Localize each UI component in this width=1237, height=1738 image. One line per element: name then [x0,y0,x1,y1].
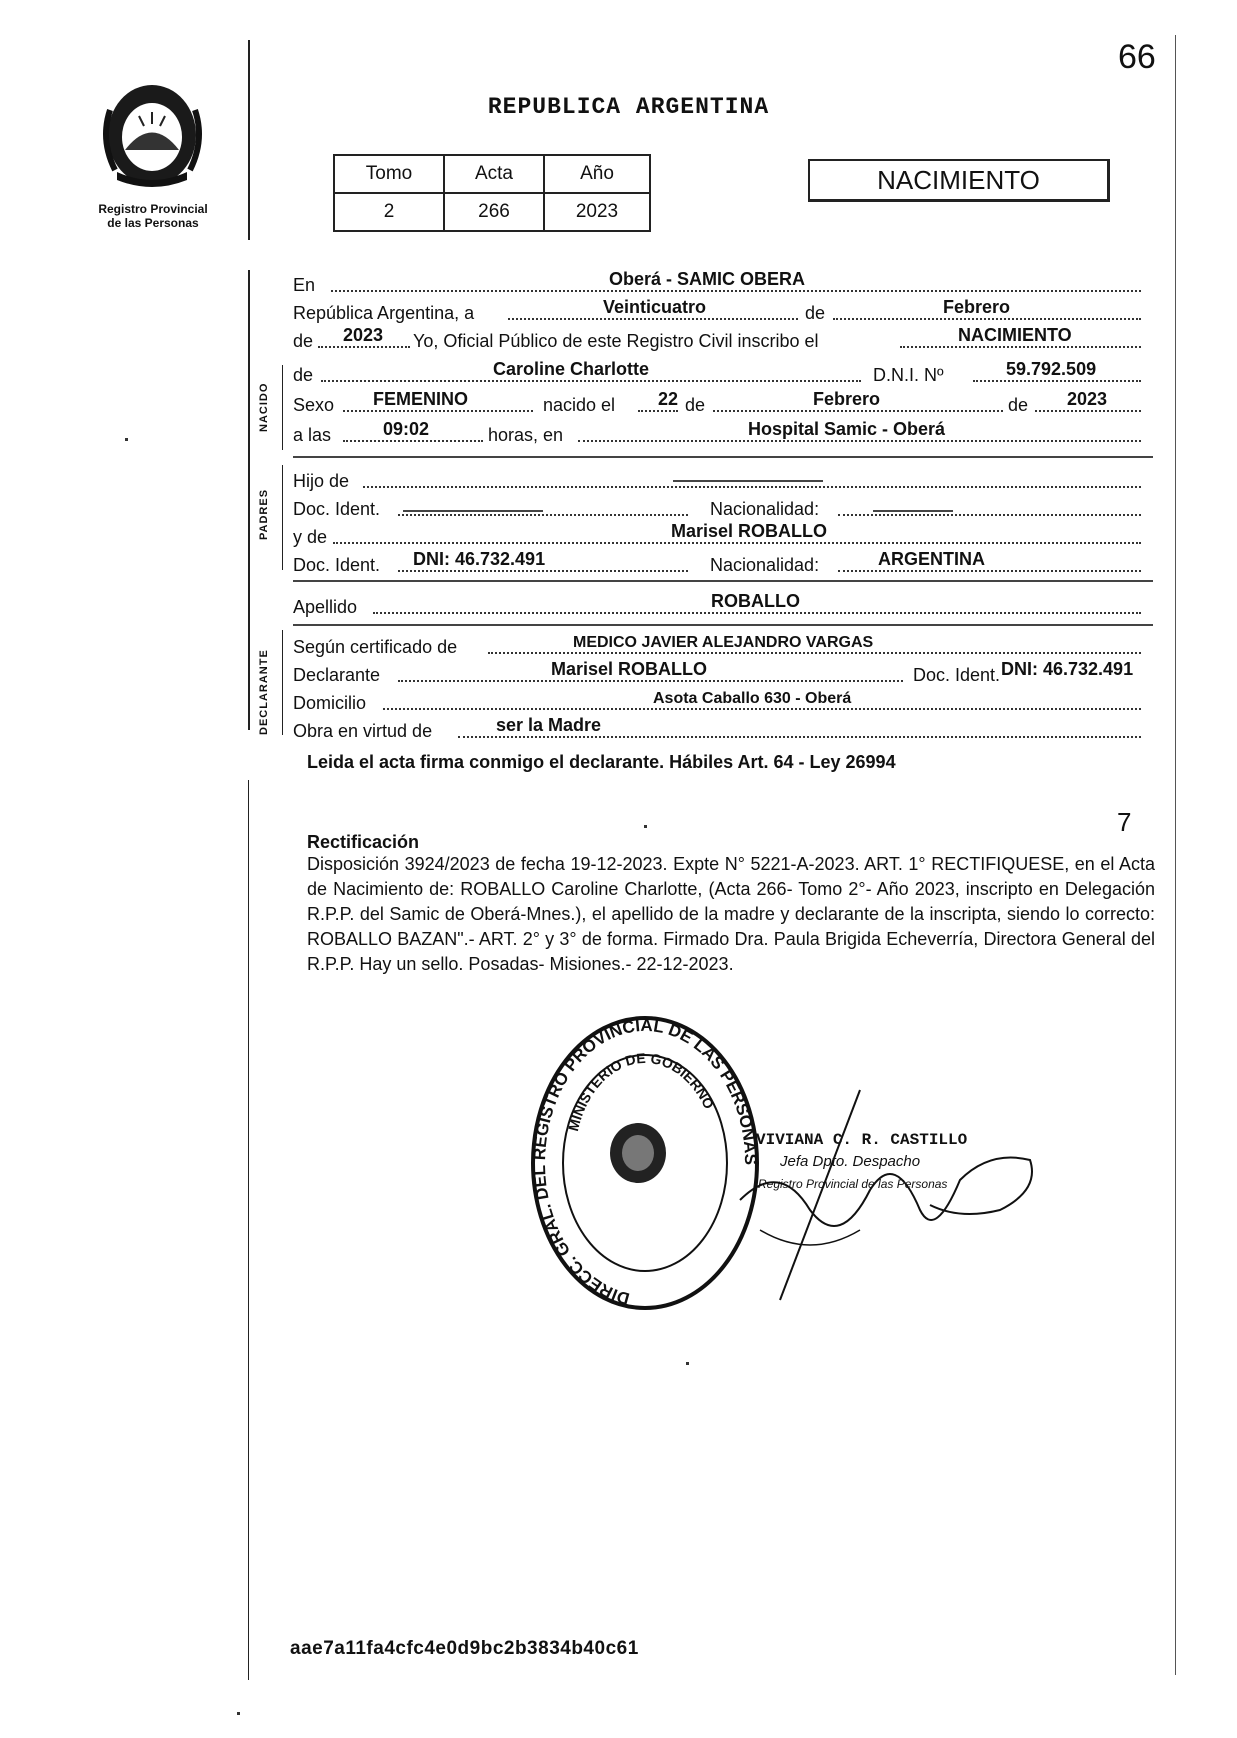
province-crest-icon [95,80,210,190]
row-madre [293,520,1153,548]
row-en [293,268,1153,296]
anio-value: 2023 [544,193,650,231]
de2-label: de [293,365,314,385]
margin-rule [248,780,249,1680]
row-certificado [293,630,1153,658]
section-rule [282,365,283,450]
lugar: Hospital Samic - Oberá [748,419,946,439]
certificado-label: Según certificado de [293,637,458,657]
domicilio-value: Asota Caballo 630 - Oberá [653,690,852,707]
nacionalidad-label: Nacionalidad: [710,499,820,519]
birth-year: 2023 [1067,389,1108,409]
margin-rule [248,40,250,240]
row-apellido [293,590,1153,618]
doc-ident-label-madre: Doc. Ident. [293,555,381,575]
ink-speck [237,1712,240,1715]
row-nombre [293,358,1153,386]
de4-label: de [1008,395,1029,415]
acta-value: 266 [444,193,544,231]
margin-number: 7 [1117,807,1132,837]
row-domicilio [293,686,1153,714]
section-divider [293,580,1153,582]
record-type-box: NACIMIENTO [808,159,1110,202]
certificado-value: MEDICO JAVIER ALEJANDRO VARGAS [573,634,874,651]
signer-role: Jefa Dpto. Despacho [780,1153,921,1170]
signature-scribble-icon [720,1080,1050,1310]
page-title: REPUBLICA ARGENTINA [487,94,770,120]
acta-header: Acta [444,155,544,193]
page-number: 66 [1118,38,1156,76]
y-de-label: y de [293,527,328,547]
dni-label: D.N.I. Nº [873,365,944,385]
declarante-doc-label: Doc. Ident. [913,665,1001,685]
birth-month: Febrero [813,389,881,409]
rectificacion-text: Disposición 3924/2023 de fecha 19-12-2023. Expte N° 5221-A-2023. ART. 1° RECTIFIQUESE, en el Acta de Nacimiento de: ROBALLO Caroline Charlotte, (Acta 266- Tomo 2°- Año 2023, inscripto en Delegación R.P.P. del Samic de Oberá-Mnes.), el apellido de la madre y declarante de la inscripta, siendo lo correcto: ROBALLO BAZAN".- ART. 2° y 3° de forma. Firmado Dra. Paula Brigida Echeverría, Directora General del R.P.P. Hay un sello. Posadas- Misiones.- 22-12-2023. [307,854,1155,974]
declarante-label: Declarante [293,665,381,685]
leida-statement: Leida el acta firma conmigo el declarante. Hábiles Art. 64 - Ley 26994 [307,752,896,772]
section-rule [282,465,283,570]
nacido-label: nacido el [543,395,616,415]
domicilio-label: Domicilio [293,693,367,713]
tomo-value: 2 [334,193,444,231]
day-words: Veinticuatro [603,297,707,317]
registry-caption [78,202,228,230]
de-label: de [805,303,826,323]
madre-doc: DNI: 46.732.491 [413,549,546,569]
a-las-label: a las [293,425,332,445]
tomo-acta-table [333,154,651,232]
row-doc-padre [293,492,1153,520]
en-label: En [293,275,316,295]
sexo-value: FEMENINO [373,389,469,409]
row-hora [293,418,1153,446]
madre-nacionalidad: ARGENTINA [878,549,985,569]
apellido-value: ROBALLO [711,591,800,611]
seal-outer-text: DIRECC. GRAL. DEL REGISTRO PROVINCIAL DE LAS PERSONAS [529,1015,761,1309]
svg-text:MINISTERIO DE GOBIERNO [565,1050,717,1133]
hijo-label: Hijo de [293,471,350,491]
doc-ident-label: Doc. Ident. [293,499,381,519]
obra-value: ser la Madre [496,715,602,735]
de3-label: de [685,395,706,415]
row-fecha [293,296,1153,324]
ink-speck [686,1362,689,1365]
row-hijo [293,464,1153,492]
apellido-label: Apellido [293,597,358,617]
republica-label: República Argentina, a [293,303,475,323]
seal-inner-text: MINISTERIO DE GOBIERNO [565,1049,718,1133]
section-divider [293,456,1153,458]
sexo-label: Sexo [293,395,335,415]
side-label-declarante: DECLARANTE [258,649,270,735]
signer-registry: Registro Provincial de las Personas [758,1177,948,1191]
rectificacion-heading: Rectificación [307,832,420,852]
section-divider [293,624,1153,626]
birth-day: 22 [658,389,679,409]
child-name: Caroline Charlotte [493,359,650,379]
document-hash: aae7a11fa4cfc4e0d9bc2b3834b40c61 [290,1638,639,1659]
obra-label: Obra en virtud de [293,721,433,741]
en-value: Oberá - SAMIC OBERA [609,269,806,289]
row-declarante [293,658,1153,686]
side-label-nacido: NACIDO [258,382,270,432]
row-obra [293,714,1153,742]
registry-caption-line1: Registro Provincial [98,202,208,216]
declarante-doc: DNI: 46.732.491 [1001,659,1134,679]
margin-rule [248,270,250,730]
section-rule [282,630,283,735]
anio-header: Año [544,155,650,193]
ink-speck [644,825,647,828]
margin-rule [1175,35,1176,1675]
month: Febrero [943,297,1011,317]
registry-caption-line2: de las Personas [107,216,199,230]
declarante-value: Marisel ROBALLO [551,659,708,679]
inscribe-value: NACIMIENTO [958,325,1072,345]
child-dni: 59.792.509 [1006,359,1097,379]
row-inscribe [293,324,1153,352]
side-label-padres: PADRES [258,488,270,540]
oficial-text: Yo, Oficial Público de este Registro Civil inscribo el [413,331,819,351]
row-sexo [293,388,1153,416]
horas-label: horas, en [488,425,564,445]
year: 2023 [343,325,384,345]
tomo-header: Tomo [334,155,444,193]
signer-name: VIVIANA C. R. CASTILLO [756,1131,968,1149]
year-prefix: de [293,331,314,351]
madre-name: Marisel ROBALLO [671,521,828,541]
nacionalidad-label-madre: Nacionalidad: [710,555,820,575]
hora: 09:02 [383,419,430,439]
row-doc-madre [293,548,1153,576]
ink-speck [125,438,128,441]
